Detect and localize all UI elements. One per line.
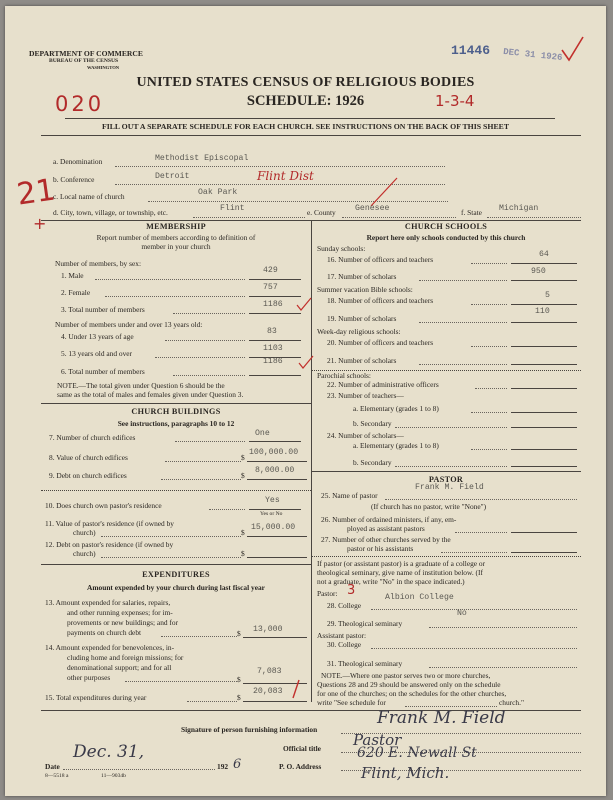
q7-value: One: [255, 429, 270, 438]
q11-value: 15,000.00: [251, 523, 296, 532]
dollar-sign: $: [241, 528, 245, 537]
q12-label-2: church): [73, 549, 96, 558]
q15-value: 20,083: [253, 687, 283, 696]
form-code-2: 11—9034b: [101, 773, 126, 779]
date-label: Date: [45, 762, 60, 771]
grad-note-2: theological seminary, give name of institution below. (If: [317, 568, 483, 577]
dollar-sign: $: [237, 629, 241, 638]
conference-handwritten: Flint Dist: [257, 169, 314, 183]
date-value: Dec. 31,: [73, 742, 145, 762]
red-three-mark: 3: [347, 583, 356, 598]
q10-hint: Yes or No: [260, 511, 283, 517]
dollar-sign: $: [241, 471, 245, 480]
q19-label: 19. Number of scholars: [327, 314, 397, 323]
membership-title: MEMBERSHIP: [146, 222, 206, 231]
q1-value: 429: [263, 266, 278, 275]
q13-value: 13,000: [253, 625, 283, 634]
q2-value: 757: [263, 283, 278, 292]
q11-label-2: church): [73, 528, 96, 537]
q25-value: Frank M. Field: [415, 483, 484, 492]
county-label: e. County: [307, 208, 336, 217]
parochial-schools-label: Parochial schools:: [317, 371, 371, 380]
buildings-intro: See instructions, paragraphs 10 to 12: [117, 419, 235, 428]
membership-note-1: NOTE.—The total given under Question 6 should be the: [57, 381, 225, 390]
address-label: P. O. Address: [279, 762, 322, 771]
pastor-sub-label: Pastor:: [317, 589, 338, 598]
handwritten-code-left: 020: [55, 92, 105, 116]
q29-label: 29. Theological seminary: [327, 619, 403, 628]
summer-schools-label: Summer vacation Bible schools:: [317, 285, 413, 294]
final-note-2: Questions 28 and 29 should be answered only on the schedule: [317, 680, 501, 689]
membership-intro-1: Report number of members according to definition of: [96, 233, 256, 242]
q5-value: 1103: [263, 344, 283, 353]
expenditures-title: EXPENDITURES: [142, 570, 210, 579]
form-code-1: 8—5518 a: [45, 773, 69, 779]
q1-label: 1. Male: [61, 271, 84, 280]
q14-line-2: cluding home and foreign missions; for: [67, 653, 184, 662]
q20-label: 20. Number of officers and teachers: [327, 338, 434, 347]
q13-line-2: and other running expenses; for im-: [67, 608, 173, 617]
buildings-title: CHURCH BUILDINGS: [131, 407, 221, 416]
q26-line-1: 26. Number of ordained ministers, if any, em-: [321, 515, 457, 524]
address-line-1: 620 E. Newall St: [357, 745, 477, 761]
pastor-title: PASTOR: [428, 475, 464, 484]
conference-label: b. Conference: [53, 175, 95, 184]
instruction-banner: FILL OUT A SEPARATE SCHEDULE FOR EACH CHURCH. SEE INSTRUCTIONS ON THE BACK OF THIS SHEET: [101, 122, 510, 131]
q4-value: 83: [267, 327, 277, 336]
dollar-sign: $: [241, 549, 245, 558]
city-label: d. City, town, village, or township, etc.: [53, 208, 168, 217]
checkmark-icon: [297, 354, 315, 370]
members-by-age-label: Number of members under and over 13 years old:: [55, 320, 203, 329]
checkmark-icon: [559, 34, 587, 64]
sunday-schools-label: Sunday schools:: [317, 244, 366, 253]
state-label: f. State: [461, 208, 482, 217]
q6-label: 6. Total number of members: [61, 367, 145, 376]
denomination-label: a. Denomination: [53, 157, 103, 166]
city-value: Flint: [220, 204, 245, 213]
weekday-schools-label: Week-day religious schools:: [317, 327, 401, 336]
file-number-stamp: 11446: [451, 43, 491, 58]
q25-note: (If church has no pastor, write "None"): [371, 502, 487, 511]
q28-label: 28. College: [327, 601, 362, 610]
members-by-sex-label: Number of members, by sex:: [55, 259, 141, 268]
state-value: Michigan: [499, 204, 539, 213]
city-label: WASHINGTON: [87, 65, 120, 70]
signature-value: Frank M. Field: [377, 708, 506, 728]
q13-line-4: payments on church debt: [67, 628, 142, 637]
received-date-stamp: DEC 31 1926: [502, 46, 563, 64]
schools-intro: Report here only schools conducted by this church: [366, 233, 526, 242]
dollar-sign: $: [237, 675, 241, 684]
q24a-label: a. Elementary (grades 1 to 8): [353, 441, 439, 450]
checkmark-icon: [295, 296, 313, 312]
q12-label: 12. Debt on pastor's residence (if owned by: [45, 540, 174, 549]
q14-line-1: 14. Amount expended for benevolences, in-: [45, 643, 175, 652]
q9-value: 8,000.00: [255, 466, 295, 475]
plus-mark-icon: +: [33, 214, 47, 233]
q16-value: 64: [539, 250, 549, 259]
grad-note-3: not a graduate, write "No" in the space indicated.): [317, 577, 465, 586]
signature-label: Signature of person furnishing information: [181, 725, 318, 734]
q30-label: 30. College: [327, 640, 362, 649]
q16-label: 16. Number of officers and teachers: [327, 255, 434, 264]
q14-value: 7,083: [257, 667, 282, 676]
year-prefix: 192: [217, 762, 229, 771]
q14-line-3: denominational support; and for all: [67, 663, 172, 672]
dollar-sign: $: [237, 693, 241, 702]
q15-label: 15. Total expenditures during year: [45, 693, 147, 702]
q17-label: 17. Number of scholars: [327, 272, 397, 281]
red-tick-mark: [289, 678, 305, 700]
official-title-label: Official title: [283, 744, 321, 753]
address-line-2: Flint, Mich.: [361, 764, 450, 782]
q8-value: 100,000.00: [249, 448, 299, 457]
q22-label: 22. Number of administrative officers: [327, 380, 439, 389]
year-digit: 6: [233, 757, 242, 772]
q3-label: 3. Total number of members: [61, 305, 145, 314]
form-title: UNITED STATES CENSUS OF RELIGIOUS BODIES: [136, 75, 475, 90]
q27-line-2: pastor or his assistants: [347, 544, 414, 553]
q14-line-4: other purposes: [67, 673, 111, 682]
q31-label: 31. Theological seminary: [327, 659, 403, 668]
church-name-label: c. Local name of church: [53, 192, 125, 201]
bureau-label: BUREAU OF THE CENSUS: [49, 58, 119, 64]
final-note-1: NOTE.—Where one pastor serves two or more churches,: [321, 671, 491, 680]
q25-label: 25. Name of pastor: [321, 491, 378, 500]
department-label: DEPARTMENT OF COMMERCE: [29, 49, 143, 58]
q9-label: 9. Debt on church edifices: [49, 471, 127, 480]
conference-value: Detroit: [155, 172, 190, 181]
final-note-5: church.": [499, 698, 524, 707]
q5-label: 5. 13 years old and over: [61, 349, 133, 358]
q8-label: 8. Value of church edifices: [49, 453, 128, 462]
margin-mark: 21: [14, 172, 58, 213]
membership-note-2: same as the total of males and females given under Question 3.: [57, 390, 244, 399]
q27-line-1: 27. Number of other churches served by the: [321, 535, 451, 544]
q10-value: Yes: [265, 496, 280, 505]
q3-value: 1186: [263, 300, 283, 309]
q19-value: 110: [535, 307, 550, 316]
census-schedule-form: [5, 6, 606, 796]
schools-title: CHURCH SCHOOLS: [404, 222, 488, 231]
final-note-3: for one of the churches; on the schedules for the other churches,: [317, 689, 507, 698]
q26-line-2: ployed as assistant pastors: [347, 524, 425, 533]
official-title-value: Pastor: [353, 731, 402, 749]
expenditures-intro: Amount expended by your church during last fiscal year: [87, 583, 265, 592]
q2-label: 2. Female: [61, 288, 91, 297]
assistant-pastor-label: Assistant pastor:: [317, 631, 367, 640]
handwritten-code-right: 1-3-4: [435, 92, 475, 110]
q10-label: 10. Does church own pastor's residence: [45, 501, 162, 510]
q18-value: 5: [545, 291, 550, 300]
q17-value: 950: [531, 267, 546, 276]
church-name-value: Oak Park: [198, 188, 238, 197]
denomination-value: Methodist Episcopal: [155, 154, 249, 163]
q23a-label: a. Elementary (grades 1 to 8): [353, 404, 439, 413]
q4-label: 4. Under 13 years of age: [61, 332, 134, 341]
q24b-label: b. Secondary: [353, 458, 392, 467]
q21-label: 21. Number of scholars: [327, 356, 397, 365]
q18-label: 18. Number of officers and teachers: [327, 296, 434, 305]
final-note-4: write "See schedule for: [317, 698, 386, 707]
dollar-sign: $: [241, 453, 245, 462]
schedule-title: SCHEDULE: 1926: [246, 93, 365, 109]
q23-label: 23. Number of teachers—: [327, 391, 404, 400]
q24-label: 24. Number of scholars—: [327, 431, 404, 440]
q28-value: Albion College: [385, 593, 454, 602]
q23b-label: b. Secondary: [353, 419, 392, 428]
q29-value: No: [457, 609, 467, 618]
county-value: Genesee: [355, 204, 390, 213]
grad-note-1: If pastor (or assistant pastor) is a graduate of a college or: [317, 559, 486, 568]
q13-line-1: 13. Amount expended for salaries, repairs,: [45, 598, 171, 607]
q13-line-3: provements or new buildings; and for: [67, 618, 179, 627]
q6-value: 1186: [263, 357, 283, 366]
q11-label: 11. Value of pastor's residence (if owned by: [45, 519, 174, 528]
q7-label: 7. Number of church edifices: [49, 433, 136, 442]
membership-intro-2: member in your church: [141, 242, 211, 251]
